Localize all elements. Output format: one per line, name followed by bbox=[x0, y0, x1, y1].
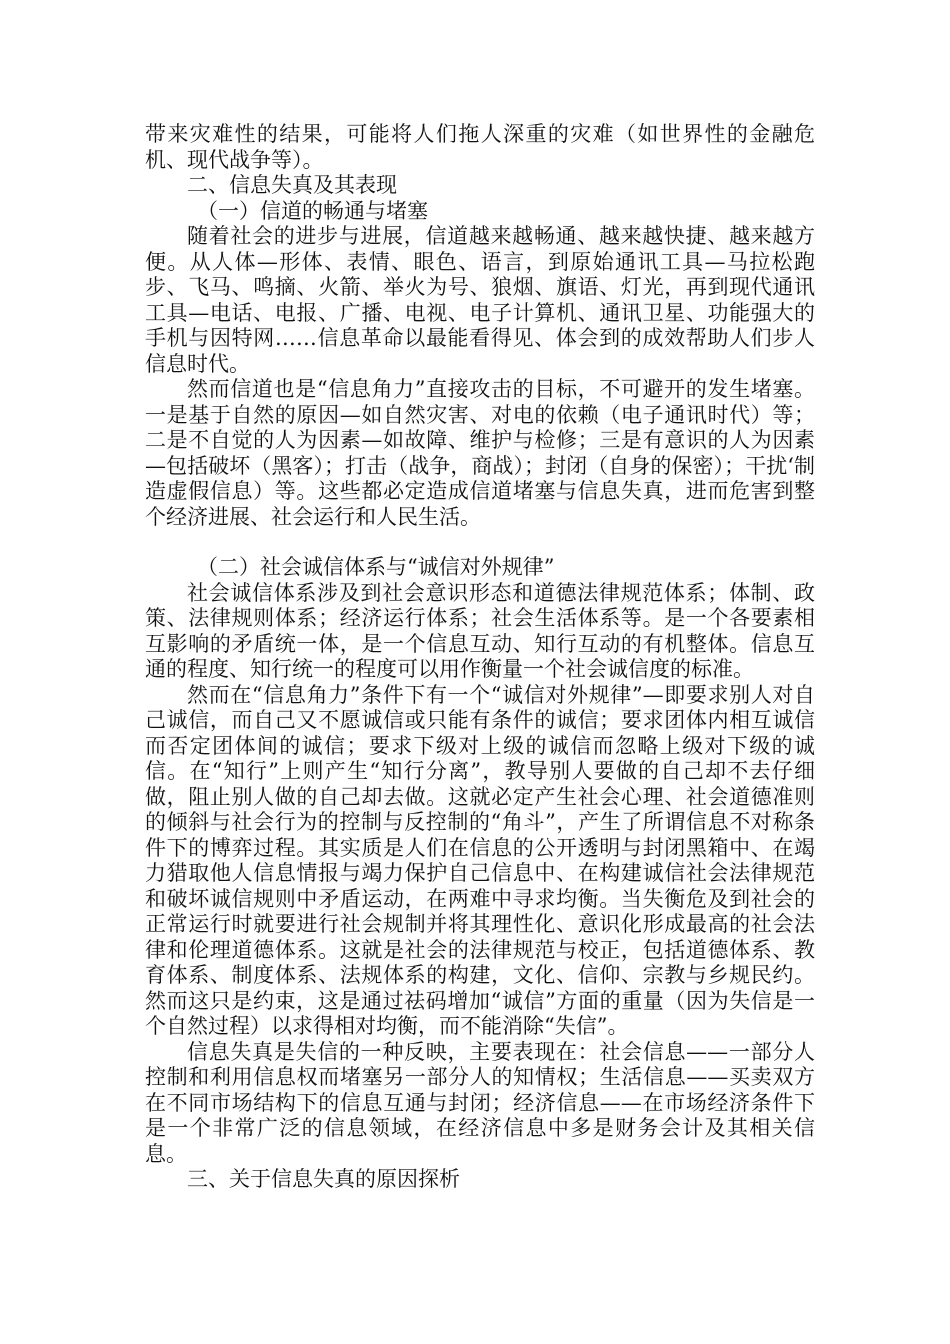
paragraph-information-distortion: 信息失真是失信的一种反映，主要表现在：社会信息——一部分人控制和利用信息权而堵塞另一部分人的知情权；生活信息——买卖双方在不同市场结构下的信息互通与封闭；经济信息——在市场经济条件下是一个非常广泛的信息领域，在经济信息中多是财务会计及其相关信息。 bbox=[145, 1039, 815, 1166]
paragraph-integrity-law: 然而在“信息角力”条件下有一个“诚信对外规律”—即要求别人对自己诚信，而自己又不愿诚信或只能有条件的诚信；要求团体内相互诚信而否定团体间的诚信；要求下级对上级的诚信而忽略上级对下级的诚信。在“知行”上则产生“知行分离”，教导别人要做的自己却不去仔细做，阻止别人做的自己却去做。这就必定产生社会心理、社会道德准则的倾斜与社会行为的控制与反控制的“角斗”，产生了所谓信息不对称条件下的博弈过程。其实质是人们在信息的公开透明与封闭黑箱中、在竭力猎取他人信息情报与竭力保护自己信息中、在构建诚信社会法律规范和破坏诚信规则中矛盾运动，在两难中寻求均衡。当失衡危及到社会的正常运行时就要进行社会规制并将其理性化、意识化形成最高的社会法律和伦理道德体系。这就是社会的法律规范与校正，包括道德体系、教育体系、制度体系、法规体系的构建，文化、信仰、宗教与乡规民约。然而这只是约束，这是通过祛码增加“诚信”方面的重量（因为失信是一个自然过程）以求得相对均衡，而不能消除“失信”。 bbox=[145, 682, 815, 1038]
paragraph-integrity-system: 社会诚信体系涉及到社会意识形态和道德法律规范体系；体制、政策、法律规则体系；经济运行体系；社会生活体系等。是一个各要素相互影响的矛盾统一体，是一个信息互动、知行互动的有机整体。信息互通的程度、知行统一的程度可以用作衡量一个社会诚信度的标准。 bbox=[145, 580, 815, 681]
subsection-heading-2-1: （一）信道的畅通与堵塞 bbox=[197, 198, 428, 223]
section-heading-3: 三、关于信息失真的原因探析 bbox=[187, 1167, 460, 1191]
blank-line bbox=[145, 530, 815, 555]
document-body bbox=[145, 122, 815, 1193]
paragraph-continued: 带来灾难性的结果，可能将人们拖人深重的灾难（如世界性的金融危机、现代战争等）。 bbox=[145, 122, 815, 172]
subsection-heading-2-2: （二）社会诚信体系与“诚信对外规律” bbox=[197, 555, 555, 579]
paragraph-channel-blockage: 然而信道也是“信息角力”直接攻击的目标，不可避开的发生堵塞。一是基于自然的原因—如自然灾害、对电的依赖（电子通讯时代）等；二是不自觉的人为因素—如故障、维护与检修；三是有意识的人为因素—包括破坏（黑客）；打击（战争，商战）；封闭（自身的保密）；干扰‘制造虚假信息）等。这些都必定造成信道堵塞与信息失真，进而危害到整个经济进展、社会运行和人民生活。 bbox=[145, 377, 815, 529]
section-heading-2: 二、信息失真及其表现 bbox=[187, 173, 397, 197]
paragraph-channel-progress: 随着社会的进步与进展，信道越来越畅通、越来越快捷、越来越方便。从人体—形体、表情、眼色、语言，到原始通讯工具—马拉松跑步、飞马、鸣摘、火箭、举火为号、狼烟、旗语、灯光，再到现代通讯工具—电话、电报、广播、电视、电子计算机、通讯卫星、功能强大的手机与因特网……信息革命以最能看得见、体会到的成效帮助人们步人信息时代。 bbox=[145, 224, 815, 376]
